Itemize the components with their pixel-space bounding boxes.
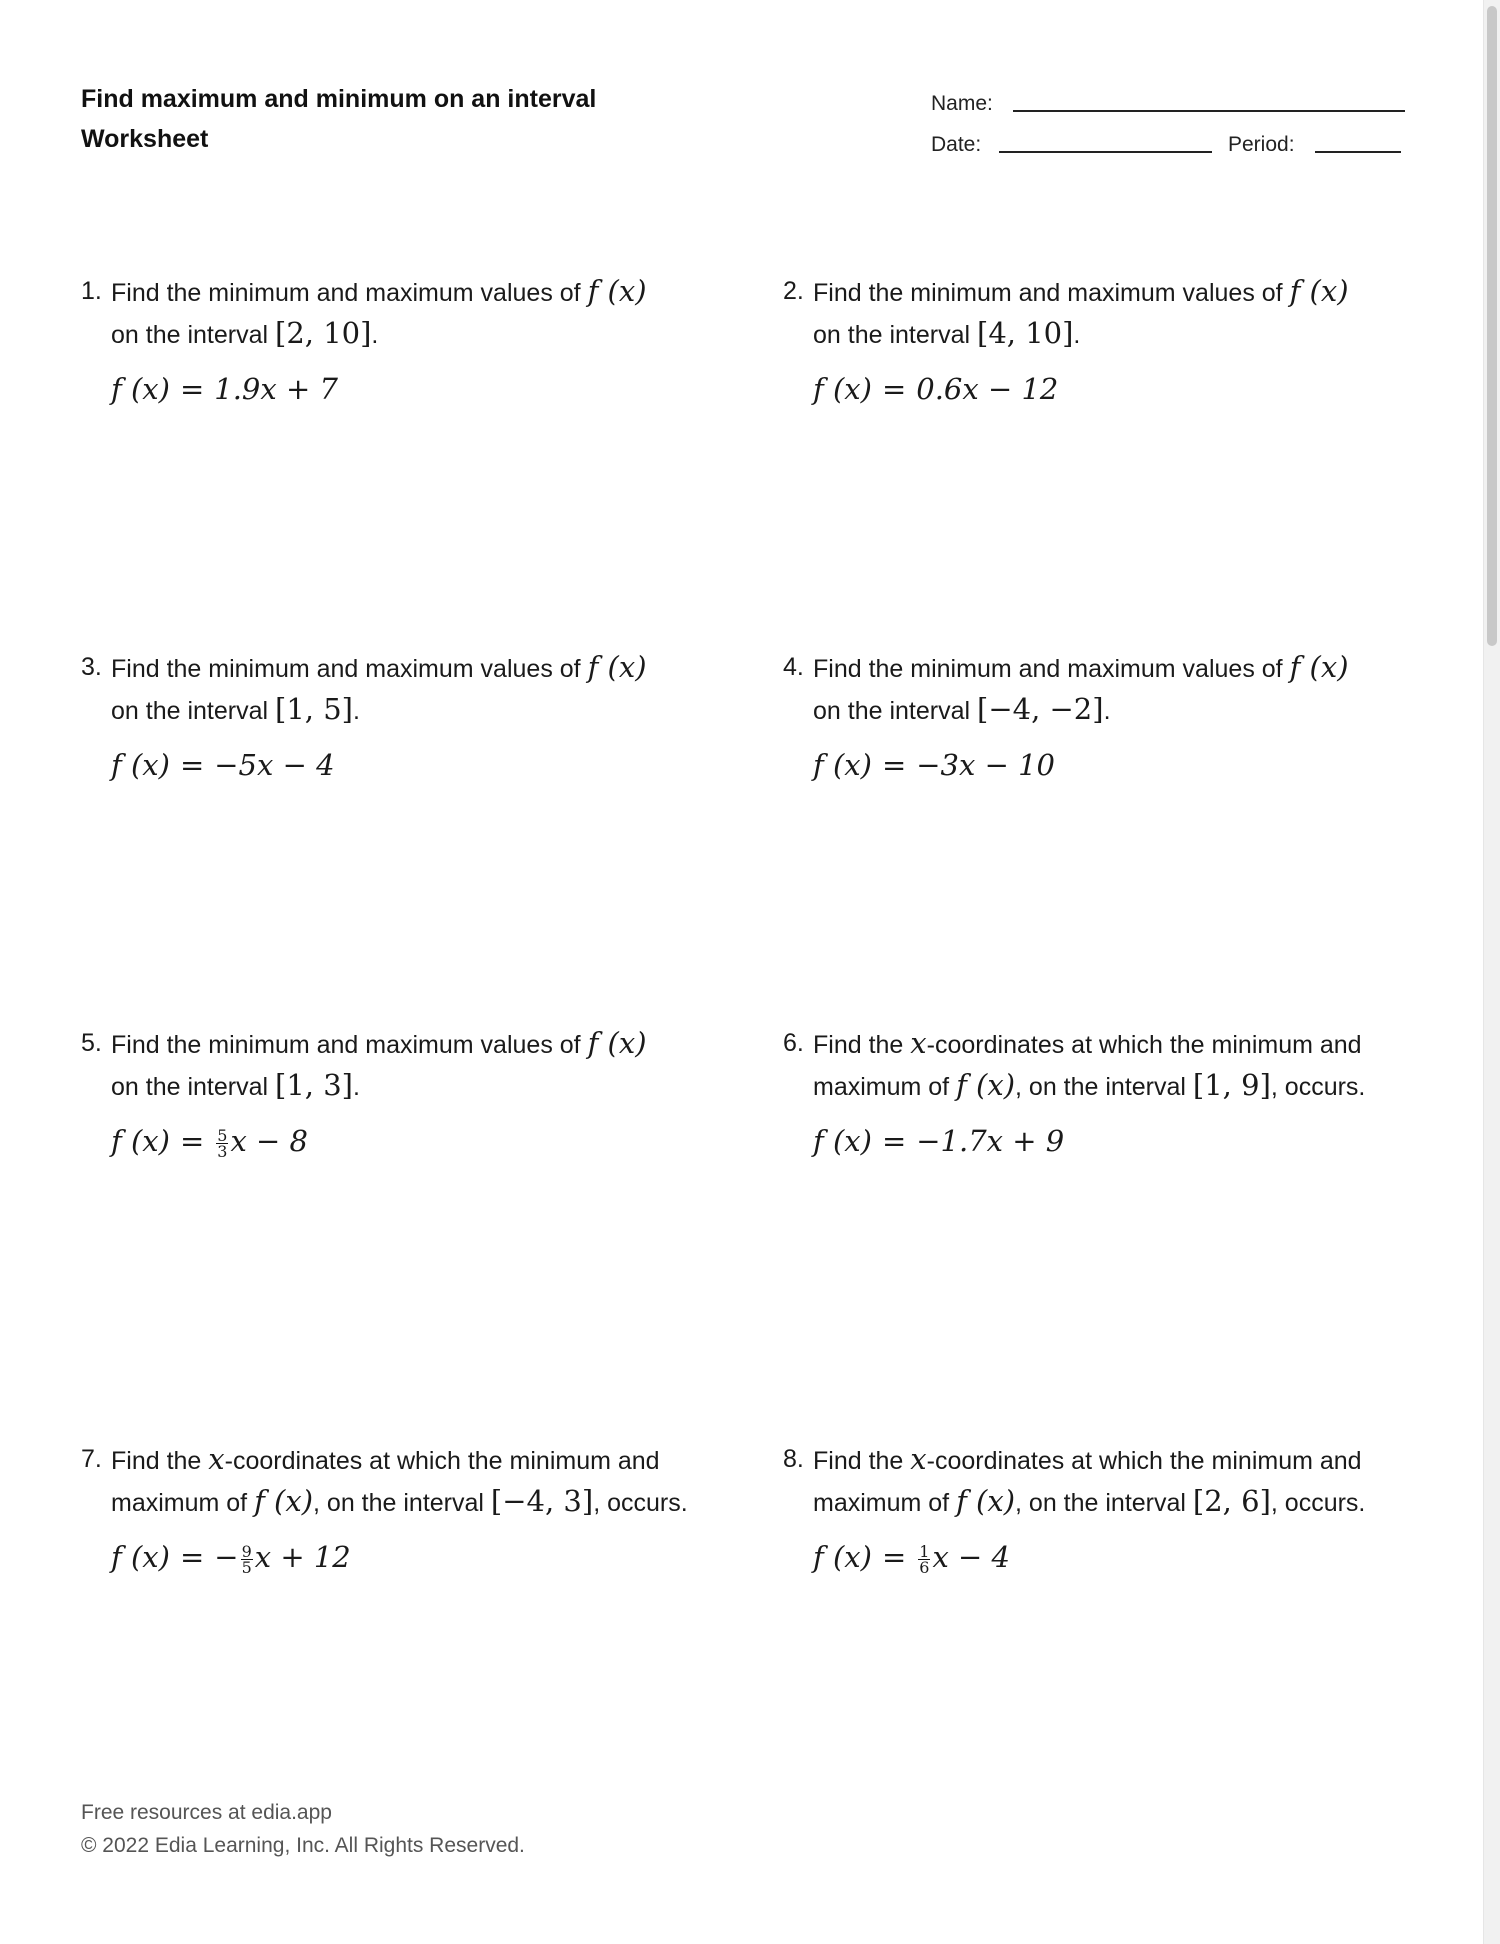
problem-number: 8. [783, 1445, 804, 1473]
problem-number: 2. [783, 277, 804, 305]
problem-6 [783, 1023, 1423, 1161]
worksheet-title: Find maximum and minimum on an interval [81, 85, 597, 113]
problem-number: 5. [81, 1029, 102, 1057]
problem-7 [81, 1439, 721, 1577]
problem-prompt: Find the x-coordinates at which the minimum and maximum of f (x), on the interval [−4, 3], occurs. [111, 1442, 688, 1518]
problem-equation: f (x) = 1.9x + 7 [111, 372, 338, 406]
problem-prompt: Find the minimum and maximum values of f (x) on the interval [1, 3]. [111, 1026, 647, 1102]
fraction: $\frac{1}{6}$ [919, 1541, 930, 1577]
problem-1 [81, 271, 721, 409]
period-label: Period: [1228, 133, 1295, 156]
problem-equation: f (x) = $\frac{5}{3}$ x − 8 [111, 1124, 308, 1161]
date-line [999, 151, 1212, 153]
vertical-scrollbar[interactable] [1483, 0, 1500, 1944]
fraction: $\frac{9}{5}$ [241, 1541, 252, 1577]
scrollbar-thumb[interactable] [1487, 6, 1497, 646]
worksheet-subtitle: Worksheet [81, 125, 209, 153]
footer-copyright: © 2022 Edia Learning, Inc. All Rights Reserved. [81, 1834, 525, 1857]
problem-3 [81, 647, 721, 785]
problem-number: 4. [783, 653, 804, 681]
fraction: $\frac{5}{3}$ [217, 1125, 228, 1161]
problem-number: 6. [783, 1029, 804, 1057]
period-line [1315, 151, 1401, 153]
problem-4 [783, 647, 1423, 785]
problem-prompt: Find the x-coordinates at which the minimum and maximum of f (x), on the interval [2, 6], occurs. [813, 1442, 1366, 1518]
problem-number: 3. [81, 653, 102, 681]
problem-equation: f (x) = − $\frac{9}{5}$ x + 12 [111, 1540, 351, 1577]
footer-resources-link[interactable]: Free resources at edia.app [81, 1801, 332, 1824]
problem-prompt: Find the minimum and maximum values of f (x) on the interval [−4, −2]. [813, 650, 1349, 726]
problem-8 [783, 1439, 1423, 1577]
problem-equation: f (x) = −5x − 4 [111, 748, 335, 782]
problem-prompt: Find the minimum and maximum values of f (x) on the interval [2, 10]. [111, 274, 647, 350]
problem-5 [81, 1023, 721, 1161]
problem-equation: f (x) = −1.7x + 9 [813, 1124, 1065, 1158]
date-label: Date: [931, 133, 982, 156]
problem-number: 7. [81, 1445, 102, 1473]
problem-prompt: Find the minimum and maximum values of f (x) on the interval [1, 5]. [111, 650, 647, 726]
problem-prompt: Find the x-coordinates at which the minimum and maximum of f (x), on the interval [1, 9], occurs. [813, 1026, 1366, 1102]
problem-equation: f (x) = $\frac{1}{6}$ x − 4 [813, 1540, 1010, 1577]
problem-number: 1. [81, 277, 102, 305]
name-label: Name: [931, 92, 993, 115]
problem-equation: f (x) = −3x − 10 [813, 748, 1055, 782]
problem-prompt: Find the minimum and maximum values of f (x) on the interval [4, 10]. [813, 274, 1349, 350]
problem-equation: f (x) = 0.6x − 12 [813, 372, 1059, 406]
name-line [1013, 110, 1405, 112]
problem-2 [783, 271, 1423, 409]
